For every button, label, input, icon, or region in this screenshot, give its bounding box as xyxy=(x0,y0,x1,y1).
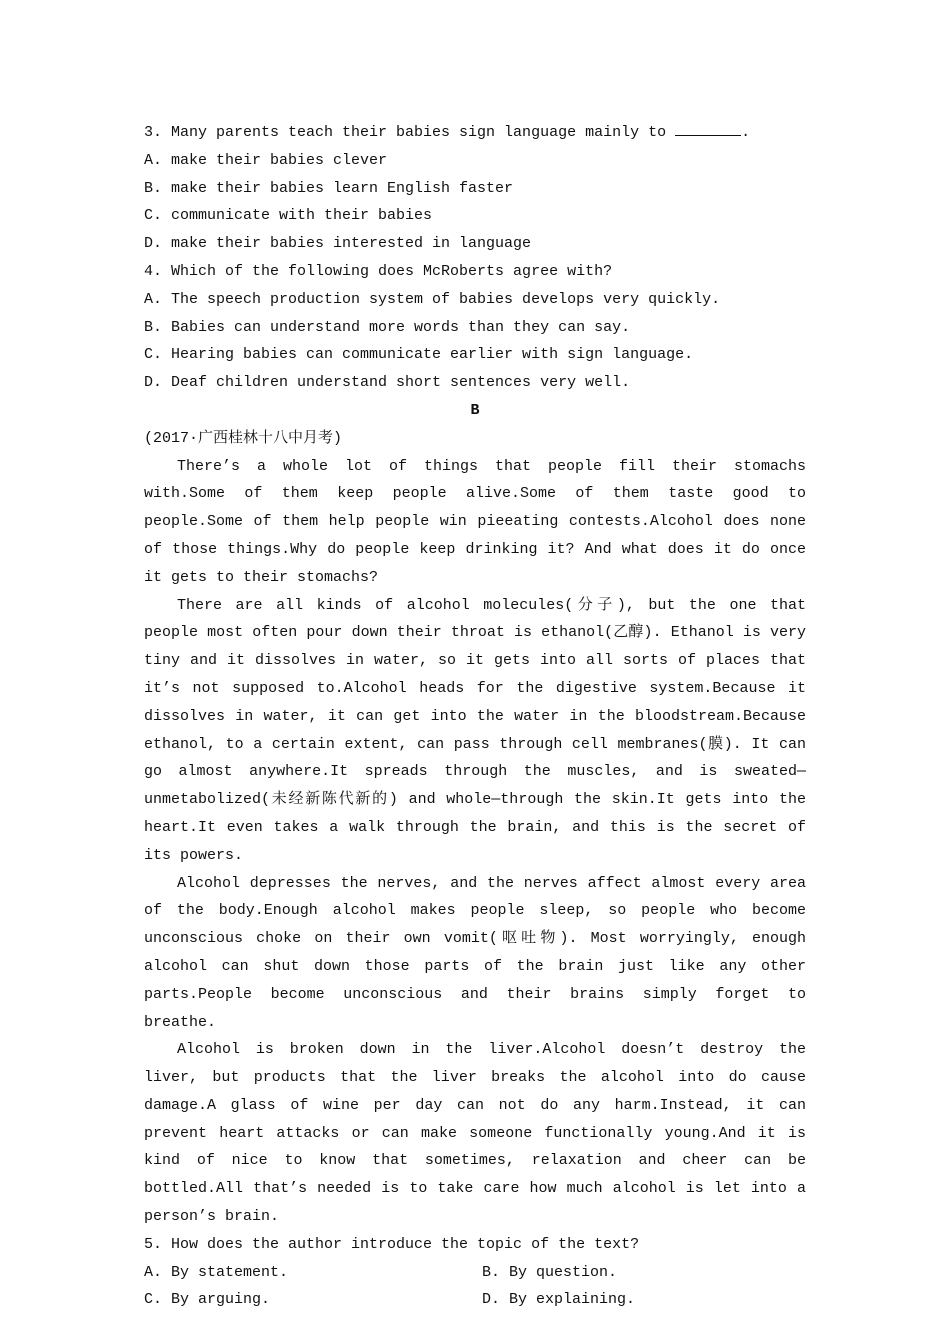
question-3-option-c: C. communicate with their babies xyxy=(144,207,433,225)
answer-blank xyxy=(675,121,741,136)
question-3-stem: 3. Many parents teach their babies sign language mainly to . xyxy=(144,119,806,147)
passage-source: (2017·广西桂林十八中月考) xyxy=(144,429,343,447)
question-5-option-c: C. By arguing. xyxy=(144,1291,271,1309)
question-5-options-row-1 xyxy=(144,1259,806,1287)
question-4-option-a: A. The speech production system of babies develops very quickly. xyxy=(144,290,721,308)
question-4-stem: 4. Which of the following does McRoberts agree with? xyxy=(144,262,613,280)
question-3-option-a: A. make their babies clever xyxy=(144,151,388,169)
passage-paragraph-4: Alcohol is broken down in the liver.Alcohol doesn’t destroy the liver, but products that the liver breaks the alcohol into do cause damage.A glass of wine per day can not do any harm.Instead, it can prevent heart attacks or can make someone functionally young.And it is kind of nice to know that sometimes, relaxation and cheer can be bottled.All that’s needed is to take care how much alcohol is let into a person’s brain. xyxy=(144,1041,806,1226)
question-5-stem: 5. How does the author introduce the topic of the text? xyxy=(144,1235,640,1253)
question-4-option-b: B. Babies can understand more words than they can say. xyxy=(144,318,631,336)
question-4-option-d: D. Deaf children understand short sentences very well. xyxy=(144,374,631,392)
question-4-option-c: C. Hearing babies can communicate earlier with sign language. xyxy=(144,346,694,364)
passage-paragraph-1: There’s a whole lot of things that people fill their stomachs with.Some of them keep people alive.Some of them taste good to people.Some of them help people win pieeating contests.Alcohol does none of those things.Why do people keep drinking it? And what does it do once it gets to their stomachs? xyxy=(144,457,806,586)
section-heading: B xyxy=(470,401,480,419)
question-5-options-row-2 xyxy=(144,1286,806,1314)
document-page xyxy=(144,119,806,1314)
question-5-option-b: B. By question. xyxy=(482,1263,618,1281)
question-5-option-d: D. By explaining. xyxy=(482,1291,636,1309)
passage-paragraph-3: Alcohol depresses the nerves, and the nerves affect almost every area of the body.Enough alcohol makes people sleep, so people who become unconscious choke on their own vomit(呕吐物). Most worryingly, enough alcohol can shut down those parts of the brain just like any other parts.People become unconscious and their brains simply forget to breathe. xyxy=(144,874,806,1031)
question-3-option-d: D. make their babies interested in language xyxy=(144,235,532,253)
passage-paragraph-2: There are all kinds of alcohol molecules(分子), but the one that people most often pour down their throat is ethanol(乙醇). Ethanol is very tiny and it dissolves in water, so it gets into all sorts of places that it’s not supposed to.Alcohol heads for the digestive system.Because it dissolves in water, it can get into the water in the bloodstream.Because ethanol, to a certain extent, can pass through cell membranes(膜). It can go almost anywhere.It spreads through the muscles, and is sweated—unmetabolized(未经新陈代新的) and whole—through the skin.It gets into the heart.It even takes a walk through the brain, and this is the secret of its powers. xyxy=(144,596,806,864)
question-3-option-b: B. make their babies learn English faster xyxy=(144,179,514,197)
question-5-option-a: A. By statement. xyxy=(144,1263,289,1281)
